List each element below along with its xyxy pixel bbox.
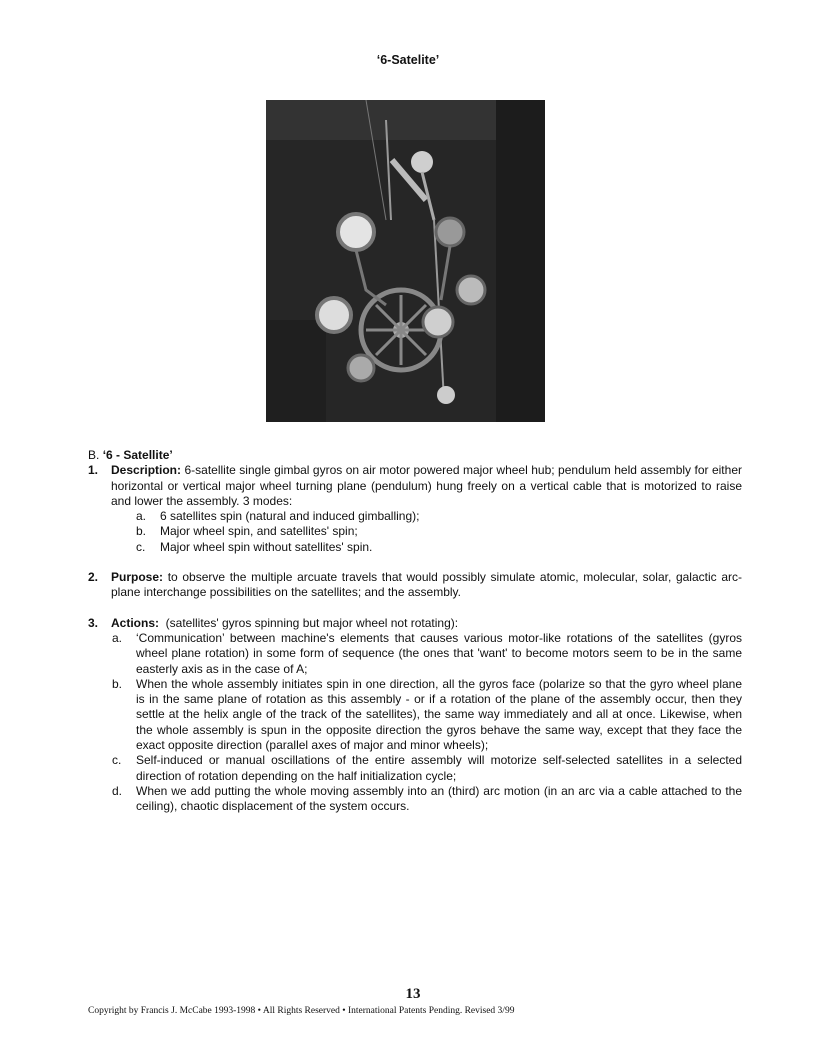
page-title: ‘6-Satelite’	[376, 53, 440, 67]
description-modes	[88, 509, 742, 555]
list-text: When the whole assembly initiates spin in one direction, all the gyros face (polarize so that the gyro wheel plane is in the same plane of rotation as this assembly - or if a rotation of the plane of the assembly occur, then they settle at the helix angle of the track of the satellites), the same way immediately and all at once. Likewise, when the whole assembly is spun in the opposite direction the gyros behave the same way, except that they face the exact opposite direction (parallel axes of major and minor wheels);	[136, 676, 742, 753]
item-purpose	[88, 570, 742, 601]
actions-list	[88, 631, 742, 815]
list-item	[112, 631, 742, 677]
list-letter: c.	[112, 753, 122, 768]
copyright-footer: Copyright by Francis J. McCabe 1993-1998 • All Rights Reserved • International Patents Pending. Revised 3/99	[88, 1006, 515, 1016]
list-text: Major wheel spin, and satellites' spin;	[160, 524, 358, 539]
section-heading-text: ‘6 - Satellite’	[102, 448, 173, 462]
section-heading	[88, 448, 742, 463]
item-label: Description:	[111, 463, 182, 478]
item-number: 3.	[88, 615, 99, 630]
item-text: to observe the multiple arcuate travels that would possibly simulate atomic, molecular, solar, galactic arc-plane interchange possibilities on the satellites; and the assembly.	[111, 570, 742, 600]
gyro-assembly-photo	[266, 100, 545, 422]
list-letter: c.	[136, 539, 146, 554]
list-text: Major wheel spin without satellites' spin.	[160, 539, 373, 554]
list-item	[112, 784, 742, 815]
item-number: 1.	[88, 463, 99, 478]
list-text: 6 satellites spin (natural and induced gimballing);	[160, 509, 420, 524]
item-number: 2.	[88, 570, 99, 585]
list-text: When we add putting the whole moving assembly into an (third) arc motion (in an arc via a cable attached to the ceiling), chaotic displacement of the system occurs.	[136, 783, 742, 814]
list-item	[136, 524, 742, 539]
list-text: Self-induced or manual oscillations of the entire assembly will motorize self-selected satellites in a selected direction of rotation depending on the half initialization cycle;	[136, 753, 742, 783]
section-b	[88, 448, 742, 815]
list-item	[112, 753, 742, 784]
item-actions	[88, 616, 742, 631]
item-description	[88, 463, 742, 509]
item-label: Purpose:	[111, 570, 164, 585]
list-letter: b.	[136, 524, 147, 539]
list-item	[112, 677, 742, 753]
list-item	[136, 509, 742, 524]
item-text: 6-satellite single gimbal gyros on air motor powered major wheel hub; pendulum held assembly for either horizontal or vertical major wheel turning plane (pendulum) hung freely on a vertical cable that is motorized to raise and lower the assembly. 3 modes:	[111, 463, 742, 508]
list-item	[136, 540, 742, 555]
list-text: ‘Communication’ between machine's elements that causes various motor-like rotations of the satellites (gyros wheel plane rotation) in some form of sequence (the ones that 'want' to become motors seem to be in the same easterly axis as in the case of A;	[136, 630, 742, 676]
list-letter: b.	[112, 676, 123, 691]
list-letter: a.	[136, 509, 147, 524]
section-letter: B.	[88, 448, 100, 462]
page-number: 13	[405, 986, 421, 1002]
item-label: Actions:	[111, 615, 159, 630]
item-text: (satellites' gyros spinning but major wheel not rotating):	[165, 615, 459, 630]
list-letter: a.	[112, 630, 123, 645]
list-letter: d.	[112, 783, 123, 798]
